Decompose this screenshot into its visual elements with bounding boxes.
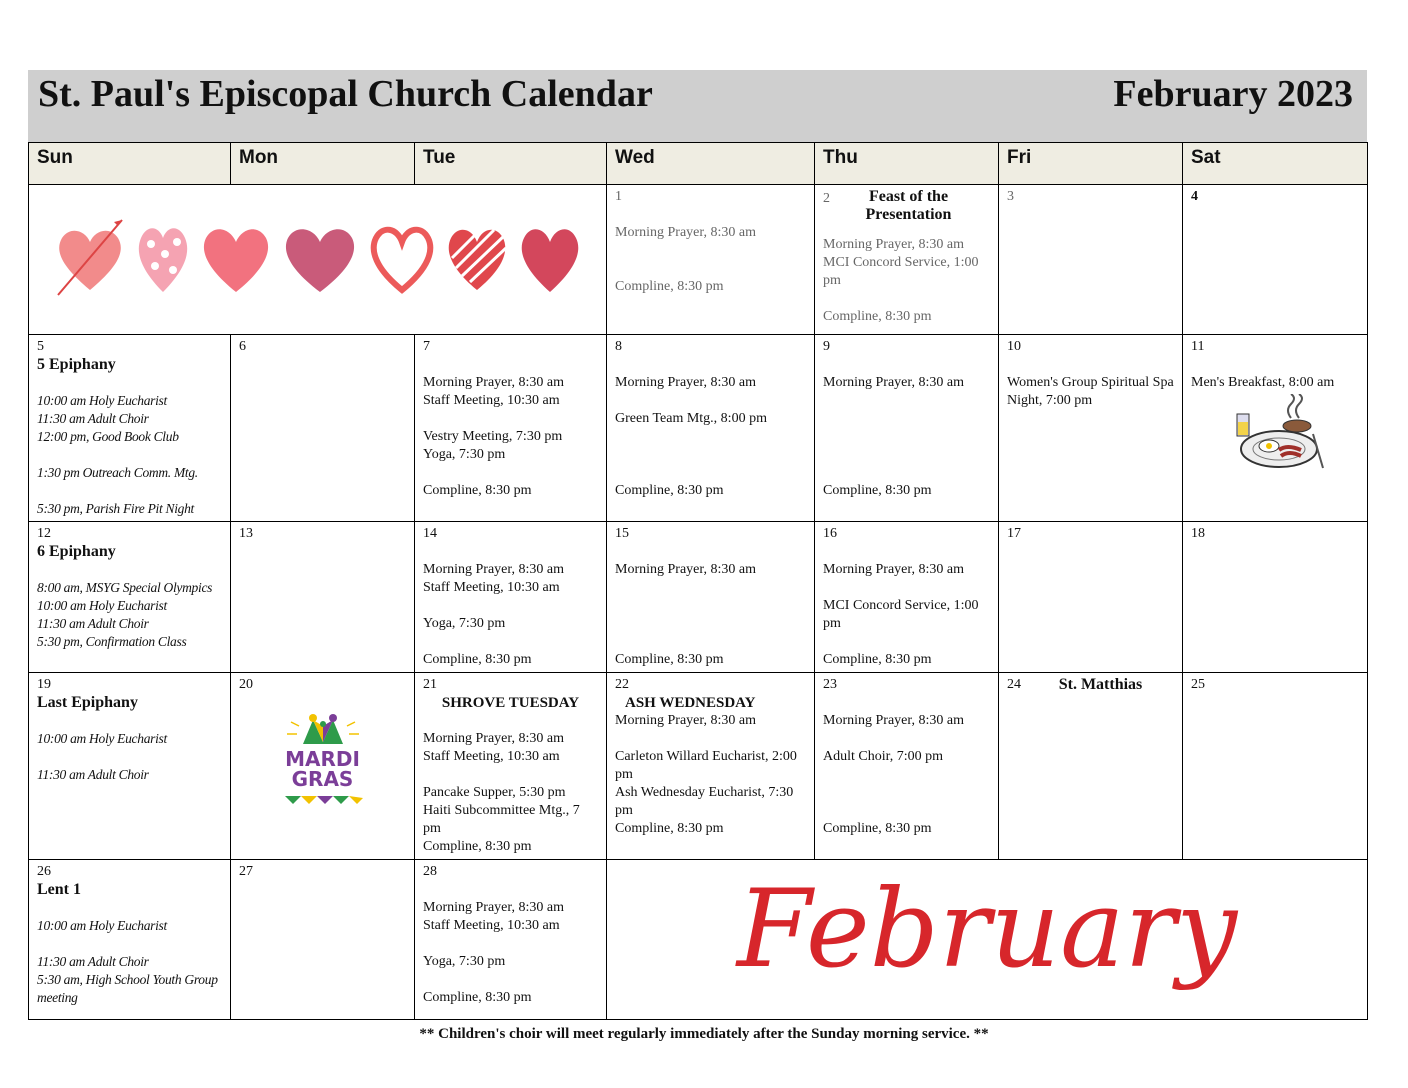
day-number: 3 [1007, 189, 1014, 204]
event: Staff Meeting, 10:30 am [423, 749, 560, 764]
jester-hat-icon [283, 712, 363, 746]
day-number: 9 [823, 339, 830, 354]
day-cell-25 [1183, 673, 1368, 860]
day-number: 1 [615, 189, 622, 204]
week-row-1 [29, 185, 1368, 335]
holiday-title: St. Matthias [1058, 676, 1143, 693]
event: 11:30 am Adult Choir [37, 411, 149, 426]
event: Green Team Mtg., 8:00 pm [615, 411, 767, 426]
day-cell-4 [1183, 185, 1368, 335]
day-cell-13 [231, 522, 415, 673]
weekday-sun: Sun [29, 143, 231, 185]
mardi-gras-text-2: GRAS [291, 767, 354, 791]
event: Morning Prayer, 8:30 am [615, 562, 756, 577]
day-cell-18 [1183, 522, 1368, 673]
day-number: 10 [1007, 339, 1021, 354]
event: 5:30 pm, Parish Fire Pit Night [37, 501, 194, 516]
day-number: 5 [37, 339, 44, 354]
day-cell-3 [999, 185, 1183, 335]
event: Morning Prayer, 8:30 am [823, 562, 964, 577]
event: Morning Prayer, 8:30 am [615, 713, 756, 728]
event: Morning Prayer, 8:30 am [823, 237, 964, 252]
day-number: 24 [1007, 677, 1021, 692]
event: Haiti Subcommittee Mtg., 7 pm [423, 803, 580, 836]
weekday-fri: Fri [999, 143, 1183, 185]
mardi-gras-text-1: MARDI [285, 747, 360, 771]
day-number: 15 [615, 526, 629, 541]
day-cell-22 [607, 673, 815, 860]
footer-note: ** Children's choir will meet regularly immediately after the Sunday morning service. ** [419, 1026, 989, 1042]
event: Men's Breakfast, 8:00 am [1191, 375, 1335, 390]
day-number: 16 [823, 526, 837, 541]
day-number: 19 [37, 677, 51, 692]
event: Pancake Supper, 5:30 pm [423, 785, 566, 800]
event: Yoga, 7:30 pm [423, 616, 506, 631]
day-number: 8 [615, 339, 622, 354]
event: Compline, 8:30 pm [823, 309, 932, 324]
day-number: 22 [615, 677, 629, 692]
week-row-4 [29, 673, 1368, 860]
holiday-title: Feast of the Presentation [865, 188, 952, 223]
heart-outline-icon [365, 210, 439, 300]
event: 10:00 am Holy Eucharist [37, 731, 167, 746]
day-number: 14 [423, 526, 437, 541]
event: Compline, 8:30 pm [823, 483, 932, 498]
hearts-banner [29, 185, 607, 335]
day-cell-19 [29, 673, 231, 860]
mardi-gras-badge [278, 712, 368, 809]
day-number: 21 [423, 677, 437, 692]
heart-dotted-icon [133, 210, 193, 300]
event: MCI Concord Service, 1:00 pm [823, 255, 979, 288]
day-cell-9 [815, 335, 999, 522]
event: Compline, 8:30 pm [423, 483, 532, 498]
february-script-banner [607, 860, 1368, 1020]
day-number: 7 [423, 339, 430, 354]
event: Morning Prayer, 8:30 am [823, 375, 964, 390]
day-cell-16 [815, 522, 999, 673]
event: Compline, 8:30 pm [615, 483, 724, 498]
day-cell-8 [607, 335, 815, 522]
week-row-3 [29, 522, 1368, 673]
day-cell-23 [815, 673, 999, 860]
week-row-2 [29, 335, 1368, 522]
event: Compline, 8:30 pm [615, 279, 724, 294]
calendar-month: February 2023 [1113, 73, 1353, 115]
event: Compline, 8:30 pm [823, 821, 932, 836]
holiday-title: ASH WEDNESDAY [625, 695, 756, 711]
day-number: 23 [823, 677, 837, 692]
breakfast-plate-icon [1227, 394, 1327, 474]
day-number: 18 [1191, 526, 1205, 541]
day-cell-27 [231, 860, 415, 1020]
event: Ash Wednesday Eucharist, 7:30 pm [615, 785, 794, 818]
holiday-title: Last Epiphany [37, 694, 138, 711]
day-number: 2 [823, 191, 830, 206]
day-number: 20 [239, 677, 253, 692]
event: Compline, 8:30 pm [615, 821, 724, 836]
day-cell-11 [1183, 335, 1368, 522]
event: Morning Prayer, 8:30 am [423, 375, 564, 390]
week-row-5 [29, 860, 1368, 1020]
event: Morning Prayer, 8:30 am [423, 562, 564, 577]
weekday-sat: Sat [1183, 143, 1368, 185]
day-number: 17 [1007, 526, 1021, 541]
day-cell-20 [231, 673, 415, 860]
event: Staff Meeting, 10:30 am [423, 918, 560, 933]
day-cell-1 [607, 185, 815, 335]
event: 10:00 am Holy Eucharist [37, 598, 167, 613]
day-number: 25 [1191, 677, 1205, 692]
holiday-title: 5 Epiphany [37, 356, 116, 373]
day-cell-6 [231, 335, 415, 522]
event: Vestry Meeting, 7:30 pm [423, 429, 563, 444]
event: Staff Meeting, 10:30 am [423, 580, 560, 595]
event: Morning Prayer, 8:30 am [823, 713, 964, 728]
day-cell-28 [415, 860, 607, 1020]
event: 11:30 am Adult Choir [37, 954, 149, 969]
event: Yoga, 7:30 pm [423, 447, 506, 462]
event: Compline, 8:30 pm [823, 652, 932, 667]
day-number: 11 [1191, 339, 1205, 354]
day-cell-15 [607, 522, 815, 673]
day-cell-14 [415, 522, 607, 673]
day-cell-26 [29, 860, 231, 1020]
weekday-mon: Mon [231, 143, 415, 185]
february-script: February [736, 867, 1238, 992]
event: 1:30 pm Outreach Comm. Mtg. [37, 465, 198, 480]
day-cell-21 [415, 673, 607, 860]
event: 8:00 am, MSYG Special Olympics [37, 580, 213, 595]
event: 5:30 pm, Confirmation Class [37, 634, 187, 649]
day-number: 4 [1191, 189, 1198, 204]
event: 11:30 am Adult Choir [37, 767, 149, 782]
weekday-tue: Tue [415, 143, 607, 185]
day-number: 27 [239, 864, 253, 879]
event: Morning Prayer, 8:30 am [423, 900, 564, 915]
event: Women's Group Spiritual Spa Night, 7:00 pm [1007, 375, 1174, 408]
weekday-thu: Thu [815, 143, 999, 185]
day-cell-7 [415, 335, 607, 522]
calendar-title: St. Paul's Episcopal Church Calendar [38, 73, 653, 115]
event: Staff Meeting, 10:30 am [423, 393, 560, 408]
calendar-grid [28, 142, 1368, 1020]
day-number: 6 [239, 339, 246, 354]
event: Morning Prayer, 8:30 am [423, 731, 564, 746]
heart-pink-icon [196, 210, 276, 300]
heart-striped-icon [442, 210, 512, 300]
event: Yoga, 7:30 pm [423, 954, 506, 969]
day-cell-17 [999, 522, 1183, 673]
event: 12:00 pm, Good Book Club [37, 429, 179, 444]
calendar-header [28, 70, 1367, 142]
weekday-header-row [29, 143, 1368, 185]
event: Carleton Willard Eucharist, 2:00 pm [615, 749, 797, 782]
day-number: 28 [423, 864, 437, 879]
holiday-title: Lent 1 [37, 881, 81, 898]
day-cell-10 [999, 335, 1183, 522]
holiday-title: 6 Epiphany [37, 543, 116, 560]
heart-rose-icon [278, 210, 362, 300]
event: Compline, 8:30 pm [423, 652, 532, 667]
event: Adult Choir, 7:00 pm [823, 749, 943, 764]
event: Compline, 8:30 pm [615, 652, 724, 667]
event: Compline, 8:30 pm [423, 990, 532, 1005]
bunting-icon [283, 794, 363, 806]
day-number: 12 [37, 526, 51, 541]
holiday-title: SHROVE TUESDAY [441, 695, 580, 711]
event: 10:00 am Holy Eucharist [37, 918, 167, 933]
day-cell-12 [29, 522, 231, 673]
day-number: 13 [239, 526, 253, 541]
event: 5:30 am, High School Youth Group meeting [37, 972, 218, 1005]
heart-arrow-icon [50, 210, 130, 300]
day-cell-5 [29, 335, 231, 522]
day-cell-24 [999, 673, 1183, 860]
day-number: 26 [37, 864, 51, 879]
event: Morning Prayer, 8:30 am [615, 225, 756, 240]
event: MCI Concord Service, 1:00 pm [823, 598, 979, 631]
heart-red-icon [515, 210, 585, 300]
weekday-wed: Wed [607, 143, 815, 185]
event: 11:30 am Adult Choir [37, 616, 149, 631]
event: Compline, 8:30 pm [423, 839, 532, 854]
event: 10:00 am Holy Eucharist [37, 393, 167, 408]
event: Morning Prayer, 8:30 am [615, 375, 756, 390]
day-cell-2 [815, 185, 999, 335]
